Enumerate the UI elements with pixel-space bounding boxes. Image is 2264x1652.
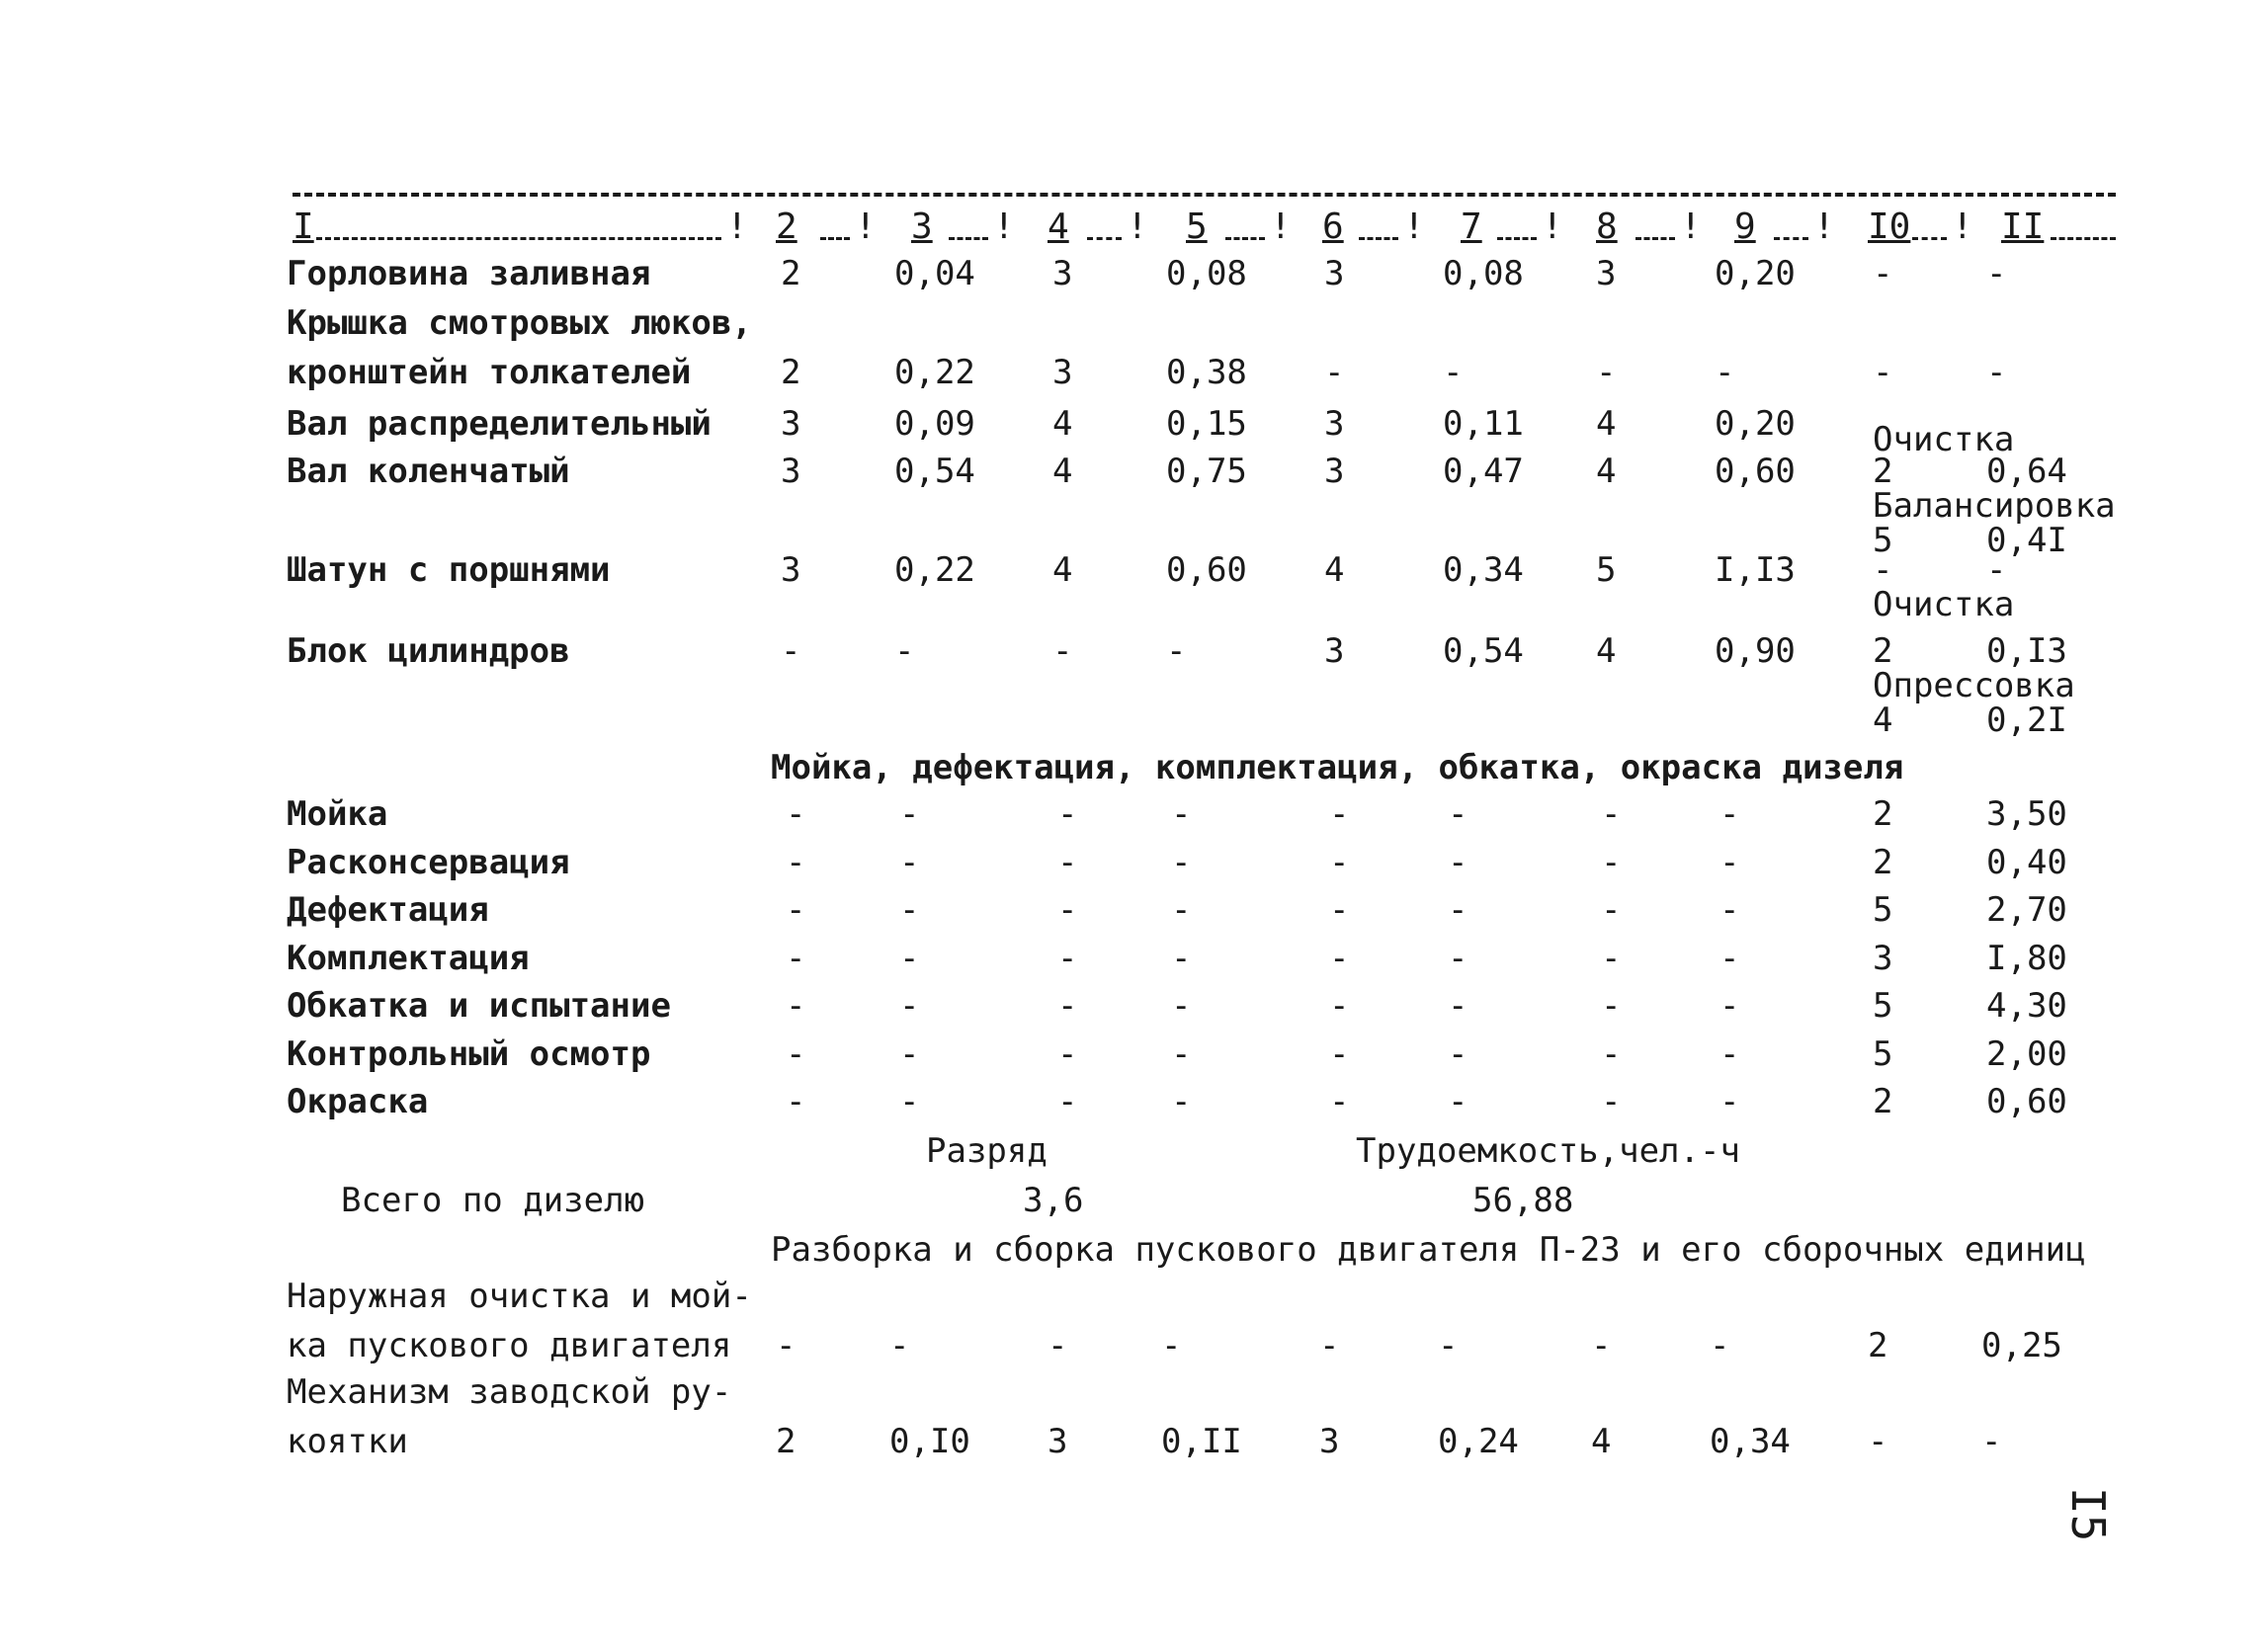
table-cell: 4 (1324, 550, 1345, 590)
table-cell-dash: - (1601, 1082, 1622, 1121)
header-col-10: I0 (1868, 206, 1911, 247)
table-cell: 3 (781, 452, 801, 491)
table-cell: - (1986, 550, 2007, 590)
table-cell-grade: 2 (1873, 843, 1893, 882)
row-label: Дефектация (287, 890, 489, 930)
header-dash-fill (316, 237, 721, 240)
header-dash-fill (1225, 237, 1265, 240)
table-cell: 0,60 (1715, 452, 1796, 491)
table-cell: - (1324, 353, 1345, 392)
header-dash-fill (1087, 237, 1122, 240)
table-cell-dash: - (786, 890, 806, 930)
table-cell-dash: - (1329, 986, 1350, 1026)
table-cell-grade: 5 (1873, 986, 1893, 1026)
table-cell-dash: - (1057, 1034, 1078, 1074)
table-cell-dash: - (786, 1034, 806, 1074)
row-label: Мойка (287, 794, 388, 834)
header-separator: ! (1952, 206, 1973, 247)
table-cell: 3 (781, 404, 801, 444)
note-bal-grade: 5 (1873, 521, 1893, 560)
table-cell: - (1981, 1422, 2002, 1461)
table-cell-grade: 2 (1873, 1082, 1893, 1121)
table-cell: - (1596, 353, 1617, 392)
table-cell: 4 (1596, 452, 1617, 491)
table-cell: 2 (1868, 1326, 1888, 1365)
header-col-7: 7 (1461, 206, 1482, 247)
table-cell: 4 (1052, 404, 1073, 444)
table-cell-dash: - (899, 986, 920, 1026)
table-cell: 0,08 (1166, 254, 1247, 293)
table-cell: 0,I0 (889, 1422, 970, 1461)
table-cell-dash: - (1329, 843, 1350, 882)
row-label: Наружная очистка и мой- (287, 1277, 752, 1316)
table-cell-dash: - (1057, 794, 1078, 834)
header-col-2: 2 (776, 206, 797, 247)
table-cell: - (776, 1326, 797, 1365)
header-dash-fill (2051, 237, 2116, 240)
table-cell: 3 (1052, 353, 1073, 392)
table-cell-dash: - (1448, 794, 1468, 834)
table-cell-dash: - (1719, 1082, 1740, 1121)
table-cell: - (1048, 1326, 1068, 1365)
table-cell: 4 (1596, 404, 1617, 444)
table-cell: 0,38 (1166, 353, 1247, 392)
table-cell: 0,09 (894, 404, 975, 444)
header-separator: ! (855, 206, 877, 247)
table-cell-dash: - (1601, 794, 1622, 834)
table-cell: 5 (1596, 550, 1617, 590)
table-cell: 0,47 (1443, 452, 1524, 491)
table-cell-dash: - (1601, 986, 1622, 1026)
note-ochistka-2: Очистка (1873, 585, 2015, 624)
header-dash-fill (1497, 237, 1537, 240)
table-cell: I,I3 (1715, 550, 1796, 590)
table-cell: 2 (1873, 452, 1893, 491)
row-label: Окраска (287, 1082, 429, 1121)
table-cell: 4 (1596, 631, 1617, 671)
table-cell: 2 (781, 254, 801, 293)
totals-grade-value: 3,6 (1023, 1181, 1084, 1220)
table-cell-dash: - (786, 939, 806, 978)
table-cell: 0,15 (1166, 404, 1247, 444)
table-cell-dash: - (1448, 1082, 1468, 1121)
table-cell-dash: - (1171, 1034, 1192, 1074)
row-label: Контрольный осмотр (287, 1034, 651, 1074)
table-cell-dash: - (1448, 843, 1468, 882)
row-label: Вал коленчатый (287, 452, 570, 491)
table-cell: - (889, 1326, 910, 1365)
table-cell: 0,64 (1986, 452, 2067, 491)
table-cell: 3 (1324, 404, 1345, 444)
table-cell: 3 (1324, 254, 1345, 293)
table-cell: 4 (1052, 452, 1073, 491)
table-cell: 0,54 (1443, 631, 1524, 671)
table-cell-dash: - (1329, 794, 1350, 834)
note-ochistka: Очистка (1873, 420, 2015, 459)
table-cell: 0,04 (894, 254, 975, 293)
table-cell-dash: - (1719, 986, 1740, 1026)
header-separator: ! (993, 206, 1015, 247)
table-cell: 0,20 (1715, 404, 1796, 444)
header-dash-fill (949, 237, 988, 240)
table-cell: 0,34 (1710, 1422, 1791, 1461)
table-cell: - (1873, 254, 1893, 293)
table-cell: - (1873, 353, 1893, 392)
table-cell: 0,22 (894, 353, 975, 392)
section-title-starter: Разборка и сборка пускового двигателя П-23 и его сборочных единиц (771, 1230, 2086, 1270)
row-label: ка пускового двигателя (287, 1326, 732, 1365)
table-cell-dash: - (1601, 890, 1622, 930)
table-cell-grade: 3 (1873, 939, 1893, 978)
table-cell-dash: - (786, 1082, 806, 1121)
table-cell: 3 (1324, 631, 1345, 671)
table-cell: - (781, 631, 801, 671)
table-cell-dash: - (1719, 890, 1740, 930)
table-cell: - (1591, 1326, 1612, 1365)
note-opr-value: 0,2I (1986, 701, 2067, 740)
table-cell-labor: 4,30 (1986, 986, 2067, 1026)
header-dash-fill (820, 237, 850, 240)
table-cell: - (1052, 631, 1073, 671)
table-cell-dash: - (899, 890, 920, 930)
table-cell: 0,II (1161, 1422, 1242, 1461)
table-cell-dash: - (1057, 1082, 1078, 1121)
table-cell-labor: 2,70 (1986, 890, 2067, 930)
note-opressovka: Опрессовка (1873, 666, 2075, 705)
table-cell: 3 (1048, 1422, 1068, 1461)
section-title-washing: Мойка, дефектация, комплектация, обкатка, окраска дизеля (771, 748, 1904, 787)
table-cell: 0,25 (1981, 1326, 2062, 1365)
table-cell: - (1710, 1326, 1730, 1365)
header-col-1: I (293, 206, 314, 247)
table-cell-dash: - (1448, 939, 1468, 978)
table-cell: - (1868, 1422, 1888, 1461)
table-cell-grade: 2 (1873, 794, 1893, 834)
header-separator: ! (1270, 206, 1292, 247)
header-col-4: 4 (1048, 206, 1069, 247)
table-cell-dash: - (1171, 939, 1192, 978)
header-col-3: 3 (911, 206, 933, 247)
header-separator: ! (1127, 206, 1148, 247)
table-cell-dash: - (1719, 843, 1740, 882)
table-cell: - (1319, 1326, 1340, 1365)
table-cell: 0,54 (894, 452, 975, 491)
table-cell: 3 (1052, 254, 1073, 293)
row-label: Расконсервация (287, 843, 570, 882)
header-dash-fill (1912, 237, 1947, 240)
header-separator: ! (1813, 206, 1835, 247)
table-cell-dash: - (1171, 843, 1192, 882)
table-cell: - (894, 631, 915, 671)
table-cell: 3 (1596, 254, 1617, 293)
table-cell-dash: - (1601, 1034, 1622, 1074)
totals-labor-value: 56,88 (1472, 1181, 1574, 1220)
row-label: Комплектация (287, 939, 530, 978)
table-cell: 4 (1052, 550, 1073, 590)
note-opr-grade: 4 (1873, 701, 1893, 740)
table-cell-dash: - (899, 1082, 920, 1121)
table-cell-dash: - (899, 843, 920, 882)
table-cell-dash: - (1171, 986, 1192, 1026)
row-label: Блок цилиндров (287, 631, 570, 671)
table-cell-dash: - (1329, 1034, 1350, 1074)
table-cell-dash: - (1057, 890, 1078, 930)
table-cell-dash: - (786, 794, 806, 834)
row-label: Механизм заводской ру- (287, 1372, 732, 1412)
table-cell: 3 (781, 550, 801, 590)
header-separator: ! (1542, 206, 1563, 247)
table-cell-dash: - (1057, 939, 1078, 978)
header-dash-fill (1774, 237, 1808, 240)
table-cell-dash: - (899, 1034, 920, 1074)
row-label: Горловина заливная (287, 254, 651, 293)
table-cell-grade: 5 (1873, 890, 1893, 930)
header-col-11: II (2001, 206, 2045, 247)
table-cell-dash: - (1448, 890, 1468, 930)
table-cell: 4 (1591, 1422, 1612, 1461)
row-label: коятки (287, 1422, 408, 1461)
table-cell-dash: - (1171, 1082, 1192, 1121)
table-cell: - (1161, 1326, 1182, 1365)
table-cell-dash: - (1719, 939, 1740, 978)
note-bal-value: 0,4I (1986, 521, 2067, 560)
table-cell: 2 (776, 1422, 797, 1461)
totals-row-label: Всего по дизелю (341, 1181, 645, 1220)
header-separator: ! (1403, 206, 1425, 247)
table-cell-dash: - (1448, 986, 1468, 1026)
table-cell: - (1986, 254, 2007, 293)
table-cell-dash: - (1329, 1082, 1350, 1121)
header-separator: ! (726, 206, 748, 247)
table-cell-dash: - (1448, 1034, 1468, 1074)
table-cell-dash: - (786, 843, 806, 882)
table-cell: 0,60 (1166, 550, 1247, 590)
table-cell-dash: - (899, 939, 920, 978)
table-cell-labor: 2,00 (1986, 1034, 2067, 1074)
table-cell-dash: - (1329, 890, 1350, 930)
table-cell: 3 (1324, 452, 1345, 491)
header-col-5: 5 (1186, 206, 1208, 247)
header-dash-fill (1359, 237, 1398, 240)
table-cell-dash: - (1601, 843, 1622, 882)
table-cell: 0,22 (894, 550, 975, 590)
table-cell: - (1986, 353, 2007, 392)
table-cell-labor: I,80 (1986, 939, 2067, 978)
table-cell-dash: - (899, 794, 920, 834)
row-label: Крышка смотровых люков, (287, 303, 752, 343)
table-cell: 0,08 (1443, 254, 1524, 293)
note-balansirovka: Балансировка (1873, 486, 2116, 526)
row-label: Шатун с поршнями (287, 550, 611, 590)
table-cell: 0,24 (1438, 1422, 1519, 1461)
table-cell-dash: - (1171, 890, 1192, 930)
table-cell-dash: - (1171, 794, 1192, 834)
table-cell-labor: 0,60 (1986, 1082, 2067, 1121)
totals-grade-label: Разряд (926, 1131, 1048, 1171)
header-col-8: 8 (1596, 206, 1618, 247)
table-cell: - (1715, 353, 1735, 392)
table-cell: 0,20 (1715, 254, 1796, 293)
table-cell-dash: - (1719, 794, 1740, 834)
table-cell: 0,11 (1443, 404, 1524, 444)
table-cell: - (1438, 1326, 1459, 1365)
table-cell: 0,34 (1443, 550, 1524, 590)
table-cell: 3 (1319, 1422, 1340, 1461)
page-number: I5 (2061, 1487, 2115, 1542)
table-cell-dash: - (1057, 986, 1078, 1026)
table-cell: 0,75 (1166, 452, 1247, 491)
table-cell: - (1873, 550, 1893, 590)
row-label: кронштейн толкателей (287, 353, 692, 392)
header-dash-fill (1635, 237, 1675, 240)
table-cell: 0,I3 (1986, 631, 2067, 671)
table-cell: 2 (781, 353, 801, 392)
table-cell-dash: - (786, 986, 806, 1026)
table-cell-dash: - (1329, 939, 1350, 978)
table-cell-dash: - (1057, 843, 1078, 882)
table-top-rule (293, 193, 2116, 197)
table-cell: 2 (1873, 631, 1893, 671)
table-cell: - (1443, 353, 1464, 392)
table-cell-grade: 5 (1873, 1034, 1893, 1074)
header-col-6: 6 (1322, 206, 1344, 247)
table-cell-labor: 3,50 (1986, 794, 2067, 834)
header-separator: ! (1680, 206, 1702, 247)
table-cell: - (1166, 631, 1187, 671)
table-cell-labor: 0,40 (1986, 843, 2067, 882)
table-cell-dash: - (1719, 1034, 1740, 1074)
row-label: Вал распределительный (287, 404, 712, 444)
table-cell-dash: - (1601, 939, 1622, 978)
table-cell: 0,90 (1715, 631, 1796, 671)
row-label: Обкатка и испытание (287, 986, 671, 1026)
header-col-9: 9 (1734, 206, 1756, 247)
totals-labor-label: Трудоемкость,чел.-ч (1356, 1131, 1740, 1171)
